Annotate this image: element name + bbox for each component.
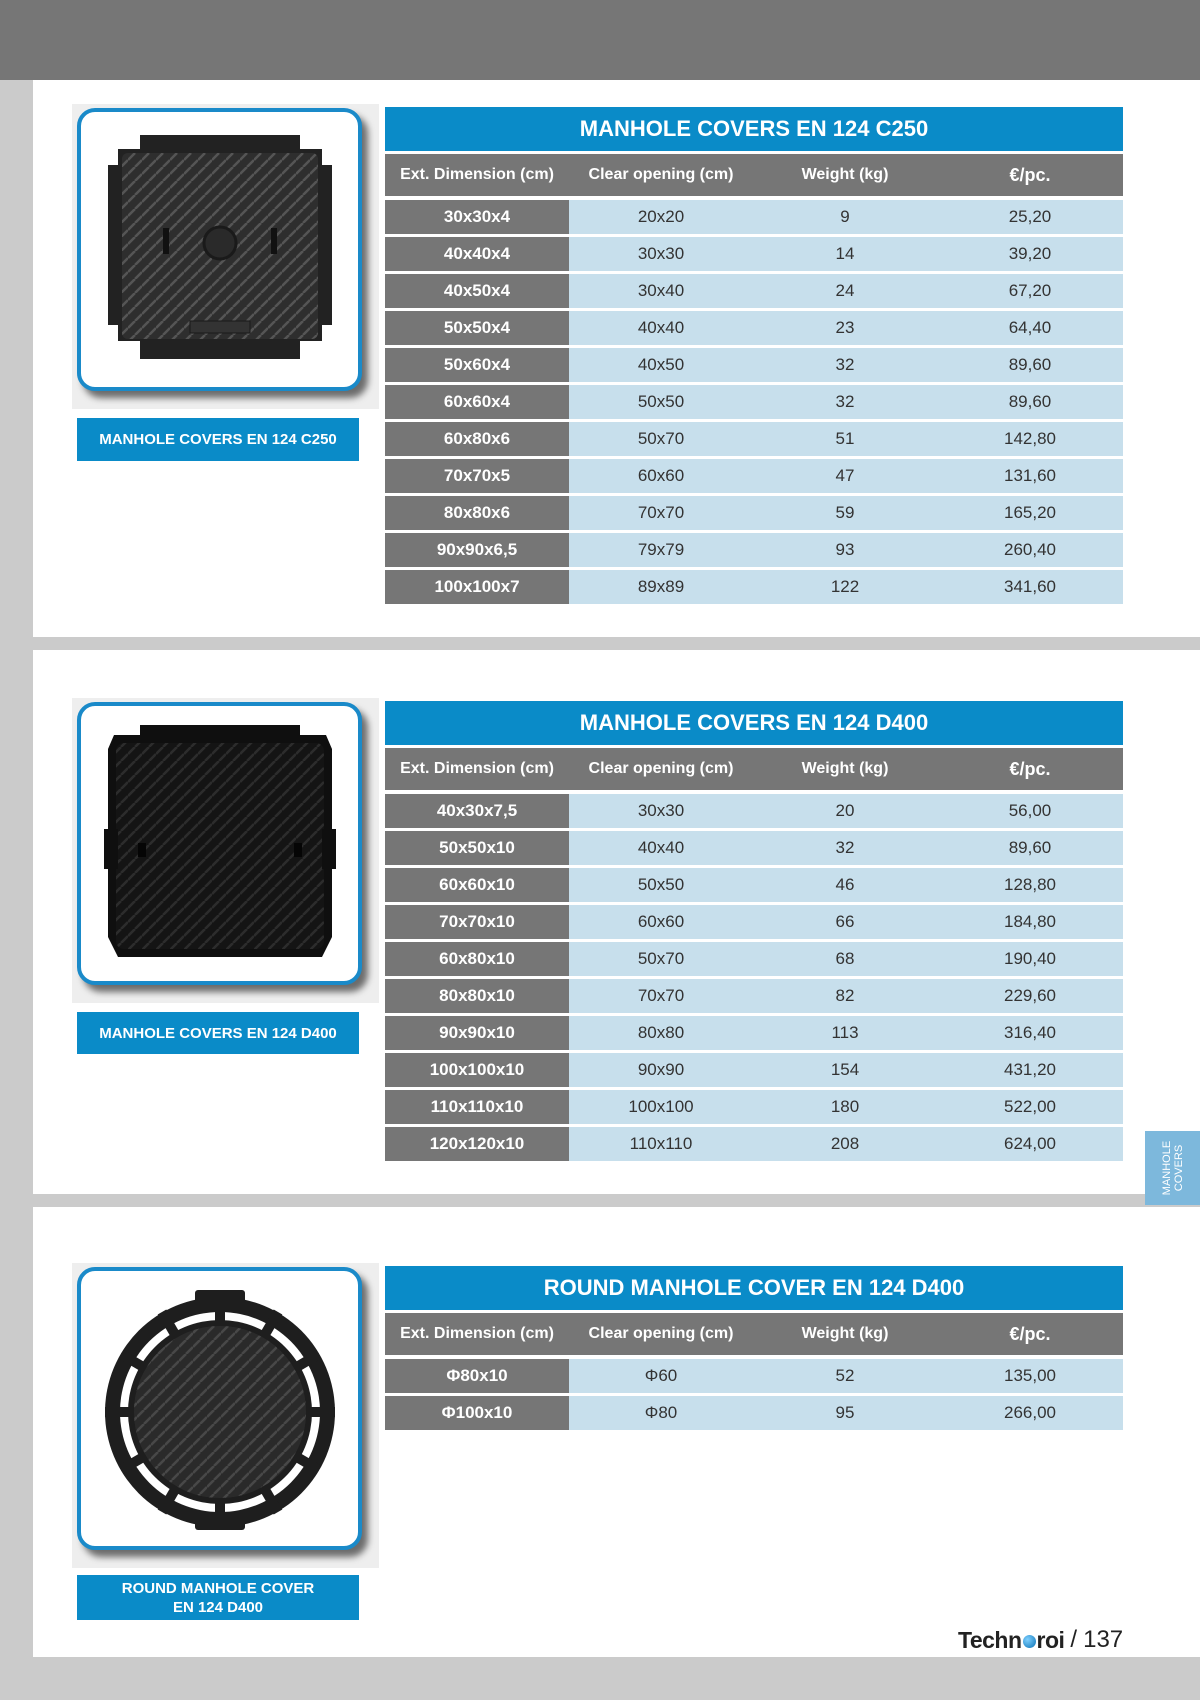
cell-weight: 154 bbox=[830, 1060, 860, 1079]
cell-ext-dimension: 50x50x4 bbox=[385, 311, 569, 345]
column-header-ext-dimension: Ext. Dimension (cm) bbox=[400, 760, 554, 777]
cell-ext-dimension: 80x80x10 bbox=[385, 979, 569, 1013]
cell-clear-opening: 70x70 bbox=[637, 986, 685, 1005]
cell-price: 341,60 bbox=[1004, 577, 1056, 596]
cell-clear-opening: 100x100 bbox=[628, 1097, 694, 1116]
row-values bbox=[569, 200, 1123, 234]
cell-clear-opening: 30x30 bbox=[637, 244, 685, 263]
cell-clear-opening: 40x40 bbox=[637, 838, 685, 857]
section-side-tab[interactable] bbox=[1145, 1131, 1200, 1205]
cell-ext-dimension: 80x80x6 bbox=[385, 496, 569, 530]
cell-clear-opening: 79x79 bbox=[637, 540, 685, 559]
row-values bbox=[569, 422, 1123, 456]
cell-clear-opening: 89x89 bbox=[637, 577, 685, 596]
caption-line: MANHOLE COVERS EN 124 D400 bbox=[99, 1024, 337, 1042]
cell-price: 64,40 bbox=[1008, 318, 1052, 337]
cell-weight: 122 bbox=[830, 577, 860, 596]
table-row bbox=[385, 1016, 1123, 1050]
row-values bbox=[569, 1396, 1123, 1430]
side-tab-line: MANHOLE bbox=[1160, 1140, 1173, 1196]
cell-weight: 95 bbox=[835, 1403, 855, 1422]
table-row bbox=[385, 1396, 1123, 1430]
cell-weight: 52 bbox=[835, 1366, 855, 1385]
product-image-frame bbox=[72, 104, 379, 409]
column-header-ext-dimension: Ext. Dimension (cm) bbox=[400, 166, 554, 183]
cell-weight: 46 bbox=[835, 875, 855, 894]
table-row bbox=[385, 533, 1123, 567]
cell-price: 229,60 bbox=[1004, 986, 1056, 1005]
table-row bbox=[385, 1127, 1123, 1161]
table-header bbox=[385, 154, 1123, 196]
technoroi-logo bbox=[958, 1627, 1064, 1654]
table-row bbox=[385, 905, 1123, 939]
cell-price: 431,20 bbox=[1004, 1060, 1056, 1079]
product-image-card bbox=[77, 108, 362, 391]
logo-dot-icon bbox=[1023, 1635, 1036, 1648]
cell-weight: 32 bbox=[835, 392, 855, 411]
table-title: MANHOLE COVERS EN 124 C250 bbox=[385, 107, 1123, 151]
cell-ext-dimension: 70x70x10 bbox=[385, 905, 569, 939]
row-values bbox=[569, 533, 1123, 567]
cell-weight: 9 bbox=[840, 207, 850, 226]
cell-price: 89,60 bbox=[1008, 392, 1052, 411]
cell-clear-opening: 50x70 bbox=[637, 429, 685, 448]
table-row bbox=[385, 422, 1123, 456]
price-table-c250 bbox=[385, 107, 1123, 607]
caption-line: MANHOLE COVERS EN 124 C250 bbox=[99, 431, 337, 448]
logo-text: roi bbox=[1036, 1626, 1065, 1653]
cell-clear-opening: 40x50 bbox=[637, 355, 685, 374]
cell-ext-dimension: Φ80x10 bbox=[385, 1359, 569, 1393]
cell-ext-dimension: Φ100x10 bbox=[385, 1396, 569, 1430]
cell-clear-opening: Φ60 bbox=[644, 1366, 678, 1385]
column-header-ext-dimension: Ext. Dimension (cm) bbox=[400, 1325, 554, 1342]
cell-price: 184,80 bbox=[1004, 912, 1056, 931]
cell-ext-dimension: 50x50x10 bbox=[385, 831, 569, 865]
cell-ext-dimension: 120x120x10 bbox=[385, 1127, 569, 1161]
row-values bbox=[569, 942, 1123, 976]
table-row bbox=[385, 311, 1123, 345]
cell-ext-dimension: 60x60x10 bbox=[385, 868, 569, 902]
cell-clear-opening: 50x50 bbox=[637, 875, 685, 894]
column-header-clear-opening: Clear opening (cm) bbox=[588, 1325, 734, 1342]
row-values bbox=[569, 794, 1123, 828]
row-values bbox=[569, 1053, 1123, 1087]
table-header bbox=[385, 748, 1123, 790]
cell-weight: 47 bbox=[835, 466, 855, 485]
row-values bbox=[569, 1359, 1123, 1393]
cell-weight: 20 bbox=[835, 801, 855, 820]
cell-weight: 82 bbox=[835, 986, 855, 1005]
table-row bbox=[385, 570, 1123, 604]
cell-clear-opening: 20x20 bbox=[637, 207, 685, 226]
table-body bbox=[385, 1359, 1123, 1430]
cell-ext-dimension: 40x40x4 bbox=[385, 237, 569, 271]
cell-price: 316,40 bbox=[1004, 1023, 1056, 1042]
cell-weight: 113 bbox=[831, 1023, 859, 1042]
table-body bbox=[385, 200, 1123, 604]
table-row bbox=[385, 942, 1123, 976]
cell-clear-opening: 60x60 bbox=[637, 466, 685, 485]
row-values bbox=[569, 905, 1123, 939]
side-tab-line: COVERS bbox=[1172, 1144, 1185, 1192]
cell-clear-opening: 80x80 bbox=[637, 1023, 685, 1042]
cell-clear-opening: Φ80 bbox=[644, 1403, 678, 1422]
column-header-price: €/pc. bbox=[1009, 1323, 1051, 1344]
table-title: MANHOLE COVERS EN 124 D400 bbox=[385, 701, 1123, 745]
table-row bbox=[385, 831, 1123, 865]
cell-price: 260,40 bbox=[1004, 540, 1056, 559]
cell-clear-opening: 90x90 bbox=[637, 1060, 685, 1079]
cell-weight: 23 bbox=[835, 318, 855, 337]
table-row bbox=[385, 385, 1123, 419]
cell-price: 128,80 bbox=[1004, 875, 1056, 894]
table-row bbox=[385, 1053, 1123, 1087]
column-header-price: €/pc. bbox=[1009, 758, 1051, 779]
cell-ext-dimension: 100x100x10 bbox=[385, 1053, 569, 1087]
cell-ext-dimension: 90x90x10 bbox=[385, 1016, 569, 1050]
cell-ext-dimension: 60x60x4 bbox=[385, 385, 569, 419]
table-header bbox=[385, 1313, 1123, 1355]
cell-ext-dimension: 70x70x5 bbox=[385, 459, 569, 493]
row-values bbox=[569, 348, 1123, 382]
cell-clear-opening: 30x40 bbox=[637, 281, 685, 300]
row-values bbox=[569, 1090, 1123, 1124]
row-values bbox=[569, 237, 1123, 271]
cell-weight: 32 bbox=[835, 838, 855, 857]
column-header-clear-opening: Clear opening (cm) bbox=[588, 760, 734, 777]
cell-price: 67,20 bbox=[1008, 281, 1052, 300]
round-manhole-cover-image bbox=[95, 1284, 345, 1534]
product-image-card bbox=[77, 702, 362, 985]
cell-price: 266,00 bbox=[1004, 1403, 1056, 1422]
table-row bbox=[385, 1090, 1123, 1124]
cell-price: 89,60 bbox=[1008, 838, 1052, 857]
table-row bbox=[385, 200, 1123, 234]
cell-price: 142,80 bbox=[1004, 429, 1056, 448]
row-values bbox=[569, 868, 1123, 902]
row-values bbox=[569, 1127, 1123, 1161]
cell-price: 131,60 bbox=[1004, 466, 1056, 485]
table-row bbox=[385, 274, 1123, 308]
product-image-frame bbox=[72, 1263, 379, 1568]
cell-weight: 93 bbox=[835, 540, 855, 559]
row-values bbox=[569, 311, 1123, 345]
cell-clear-opening: 60x60 bbox=[637, 912, 685, 931]
page-separator: / bbox=[1070, 1626, 1078, 1653]
square-manhole-cover-image bbox=[100, 125, 340, 375]
cell-ext-dimension: 40x50x4 bbox=[385, 274, 569, 308]
table-row bbox=[385, 979, 1123, 1013]
cell-clear-opening: 30x30 bbox=[637, 801, 685, 820]
cell-clear-opening: 50x50 bbox=[637, 392, 685, 411]
cell-price: 25,20 bbox=[1008, 207, 1052, 226]
page-number: 137 bbox=[1083, 1626, 1124, 1653]
row-values bbox=[569, 496, 1123, 530]
cell-price: 624,00 bbox=[1004, 1134, 1056, 1153]
cell-clear-opening: 40x40 bbox=[637, 318, 685, 337]
table-body bbox=[385, 794, 1123, 1161]
row-values bbox=[569, 979, 1123, 1013]
cell-price: 135,00 bbox=[1004, 1366, 1056, 1385]
cell-price: 56,00 bbox=[1008, 801, 1052, 820]
square-manhole-cover-d400-image bbox=[100, 719, 340, 969]
table-title: ROUND MANHOLE COVER EN 124 D400 bbox=[385, 1266, 1123, 1310]
cell-price: 190,40 bbox=[1004, 949, 1056, 968]
cell-ext-dimension: 60x80x6 bbox=[385, 422, 569, 456]
column-header-price: €/pc. bbox=[1009, 164, 1051, 185]
cell-price: 522,00 bbox=[1004, 1097, 1056, 1116]
column-header-clear-opening: Clear opening (cm) bbox=[588, 166, 734, 183]
cell-clear-opening: 110x110 bbox=[629, 1134, 693, 1153]
cell-ext-dimension: 30x30x4 bbox=[385, 200, 569, 234]
product-image-frame bbox=[72, 698, 379, 1003]
cell-ext-dimension: 40x30x7,5 bbox=[385, 794, 569, 828]
row-values bbox=[569, 274, 1123, 308]
table-row bbox=[385, 459, 1123, 493]
cell-weight: 68 bbox=[835, 949, 855, 968]
page-footer bbox=[958, 1624, 1123, 1656]
cell-price: 165,20 bbox=[1004, 503, 1056, 522]
table-row bbox=[385, 1359, 1123, 1393]
logo-text: Techn bbox=[958, 1626, 1022, 1653]
product-caption bbox=[77, 1012, 359, 1054]
row-values bbox=[569, 385, 1123, 419]
cell-weight: 32 bbox=[835, 355, 855, 374]
cell-ext-dimension: 110x110x10 bbox=[385, 1090, 569, 1124]
row-values bbox=[569, 831, 1123, 865]
row-values bbox=[569, 570, 1123, 604]
cell-weight: 208 bbox=[830, 1134, 860, 1153]
caption-line: EN 124 D400 bbox=[172, 1598, 264, 1616]
cell-weight: 180 bbox=[830, 1097, 860, 1116]
cell-weight: 66 bbox=[835, 912, 855, 931]
cell-ext-dimension: 60x80x10 bbox=[385, 942, 569, 976]
cell-ext-dimension: 100x100x7 bbox=[385, 570, 569, 604]
table-row bbox=[385, 496, 1123, 530]
table-row bbox=[385, 237, 1123, 271]
side-tab-label bbox=[1161, 1131, 1185, 1205]
column-header-weight: Weight (kg) bbox=[801, 1325, 889, 1342]
cell-weight: 14 bbox=[835, 244, 855, 263]
column-header-weight: Weight (kg) bbox=[801, 760, 889, 777]
cell-weight: 51 bbox=[835, 429, 855, 448]
table-row bbox=[385, 868, 1123, 902]
cell-clear-opening: 70x70 bbox=[637, 503, 685, 522]
table-row bbox=[385, 348, 1123, 382]
product-caption bbox=[77, 1575, 359, 1620]
header-band bbox=[0, 0, 1200, 80]
cell-ext-dimension: 90x90x6,5 bbox=[385, 533, 569, 567]
cell-price: 39,20 bbox=[1008, 244, 1052, 263]
cell-weight: 59 bbox=[835, 503, 855, 522]
product-image-card bbox=[77, 1267, 362, 1550]
product-caption bbox=[77, 418, 359, 461]
price-table-d400 bbox=[385, 701, 1123, 1164]
row-values bbox=[569, 459, 1123, 493]
caption-line: ROUND MANHOLE COVER bbox=[121, 1579, 315, 1597]
cell-clear-opening: 50x70 bbox=[637, 949, 685, 968]
cell-price: 89,60 bbox=[1008, 355, 1052, 374]
price-table-round-d400 bbox=[385, 1266, 1123, 1433]
table-row bbox=[385, 794, 1123, 828]
column-header-weight: Weight (kg) bbox=[801, 166, 889, 183]
row-values bbox=[569, 1016, 1123, 1050]
cell-weight: 24 bbox=[835, 281, 855, 300]
cell-ext-dimension: 50x60x4 bbox=[385, 348, 569, 382]
